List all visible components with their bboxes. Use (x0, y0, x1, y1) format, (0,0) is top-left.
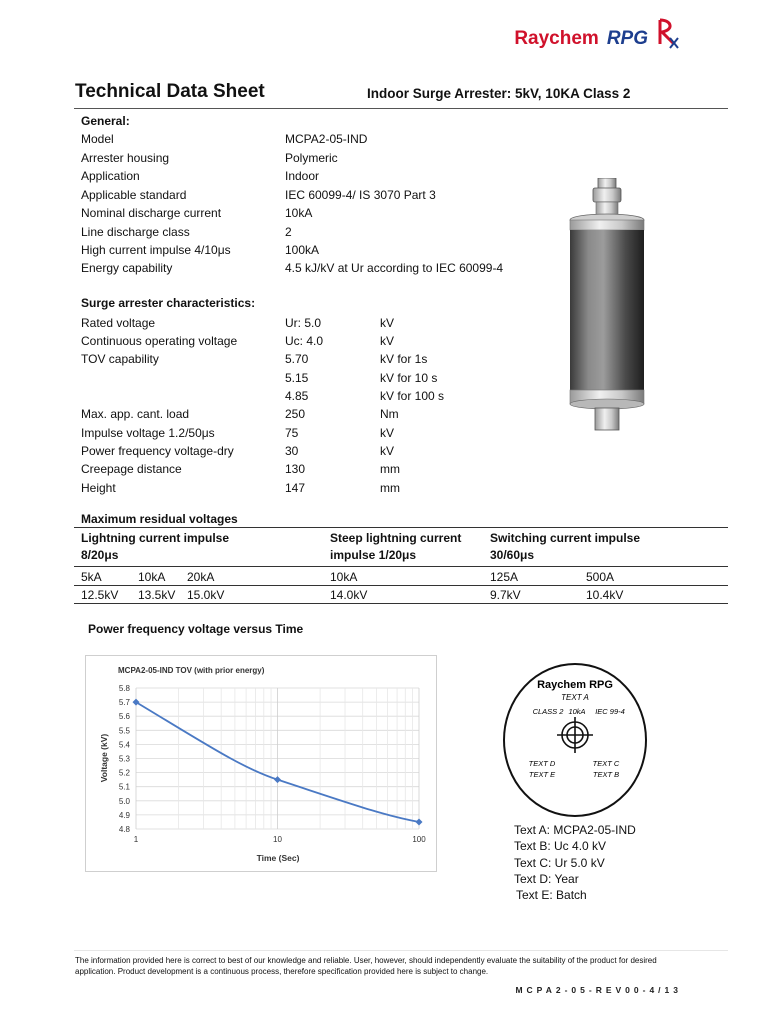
plate-brand: Raychem RPG (537, 679, 613, 691)
col-header-line: 30/60μs (490, 548, 535, 562)
y-tick-label: 5.5 (118, 726, 130, 736)
y-tick-label: 5.6 (118, 712, 130, 722)
characteristic-row (81, 370, 541, 386)
table-cell: 14.0kV (330, 588, 368, 602)
spec-label: Power frequency voltage-dry (81, 444, 234, 458)
general-row (81, 205, 541, 221)
spec-value: 30 (285, 444, 299, 458)
general-row (81, 168, 541, 184)
spec-label: Nominal discharge current (81, 206, 222, 220)
spec-value: 4.5 kJ/kV at Ur according to IEC 60099-4 (285, 261, 504, 275)
spec-label: Line discharge class (81, 224, 190, 239)
plate-text-c: TEXT C (592, 759, 620, 768)
legend-line: Text A: MCPA2-05-IND (514, 823, 636, 837)
spec-value: 250 (285, 407, 306, 421)
spec-label: Arrester housing (81, 150, 170, 165)
legend-line: Text B: Uc 4.0 kV (514, 839, 607, 854)
characteristics-heading: Surge arrester characteristics: (81, 296, 256, 310)
spec-unit: mm (380, 480, 400, 495)
general-row (81, 187, 541, 203)
col-header-line: 8/20μs (81, 548, 119, 562)
spec-value: Indoor (285, 169, 320, 183)
spec-label: Energy capability (81, 261, 173, 275)
table-cell: 10.4kV (586, 588, 624, 602)
plate-text-d: TEXT D (528, 759, 556, 768)
x-tick-label: 100 (412, 835, 426, 844)
col-header-lightning (81, 530, 229, 564)
characteristic-row (81, 461, 541, 477)
spec-label: Max. app. cant. load (81, 407, 190, 421)
table-header-rule (74, 566, 728, 567)
spec-label: High current impulse 4/10μs (81, 243, 231, 257)
col-header-line: Lightning current impulse (81, 531, 230, 545)
table-cell: 125A (490, 570, 519, 584)
marking-plate (500, 660, 650, 820)
spec-unit: kV (380, 444, 395, 458)
table-cell: 10kA (330, 570, 358, 584)
rpg-monogram-icon (654, 16, 684, 50)
spec-value: 75 (285, 425, 299, 440)
logo-raychem-text: Raychem (514, 28, 599, 49)
spec-unit: mm (380, 462, 400, 476)
y-tick-label: 5.3 (118, 754, 130, 764)
characteristic-row (81, 443, 541, 459)
spec-label: TOV capability (81, 352, 159, 366)
plate-text-a: TEXT A (561, 693, 589, 702)
spec-value: IEC 60099-4/ IS 3070 Part 3 (285, 187, 436, 202)
document-number: MCPA2-05-REV00-4/13 (515, 985, 682, 995)
page-title: Technical Data Sheet (75, 81, 265, 102)
spec-unit: kV (380, 316, 395, 330)
general-row (81, 242, 541, 258)
table-bottom-rule (74, 603, 728, 604)
y-tick-label: 5.1 (118, 782, 130, 792)
spec-label: Model (81, 132, 114, 146)
spec-label: Impulse voltage 1.2/50μs (81, 425, 215, 440)
plate-text-e: TEXT E (528, 770, 556, 779)
y-tick-label: 5.8 (118, 684, 130, 693)
table-cell: 5kA (81, 570, 102, 584)
title-divider (74, 108, 728, 109)
table-cell: 10kA (138, 570, 166, 584)
company-logo (514, 27, 648, 51)
chart-title: MCPA2-05-IND TOV (with prior energy) (118, 666, 265, 675)
spec-value: 130 (285, 462, 306, 476)
spec-value: 10kA (285, 206, 313, 220)
spec-label: Height (81, 480, 116, 495)
spec-label: Applicable standard (81, 187, 187, 202)
general-row (81, 260, 541, 276)
col-header-line: impulse 1/20μs (330, 548, 417, 562)
general-row (81, 224, 541, 240)
general-row (81, 131, 541, 147)
table-cell: 500A (586, 570, 615, 584)
legend-line: Text E: Batch (516, 888, 587, 903)
characteristic-row (81, 388, 541, 404)
y-tick-label: 5.0 (118, 796, 130, 806)
spec-unit: kV (380, 425, 395, 440)
x-tick-label: 10 (273, 835, 282, 844)
spec-value: Ur: 5.0 (285, 316, 322, 330)
tov-chart (85, 655, 437, 872)
characteristic-row (81, 480, 541, 496)
disclaimer: The information provided here is correct to best of our knowledge and reliable. User, however, should independently evaluate the suitability of the product for desired application. Product development is a continuous process, therefore specification provided here is subject to change. (75, 956, 657, 976)
spec-value: Uc: 4.0 (285, 334, 324, 348)
spec-label: Continuous operating voltage (81, 334, 238, 348)
table-cell: 20kA (187, 570, 215, 584)
spec-unit: kV for 1s (380, 352, 428, 366)
table-top-rule (74, 527, 728, 528)
col-header-steep (330, 530, 461, 564)
table-cell: 15.0kV (187, 588, 225, 602)
residual-heading: Maximum residual voltages (81, 512, 238, 526)
legend-line: Text D: Year (514, 871, 579, 886)
marking-legend (514, 822, 636, 903)
chart-section-title: Power frequency voltage versus Time (88, 622, 304, 636)
general-heading: General: (81, 114, 130, 128)
y-tick-label: 5.4 (118, 740, 130, 750)
spec-unit: Nm (380, 407, 399, 421)
x-axis-label: Time (Sec) (256, 853, 300, 863)
col-header-switching (490, 530, 640, 564)
spec-unit: kV for 100 s (380, 389, 445, 403)
spec-unit: kV (380, 334, 395, 348)
x-tick-label: 1 (133, 835, 139, 844)
y-axis-label: Voltage (kV) (99, 733, 109, 783)
spec-value: 5.70 (285, 352, 309, 366)
spec-value: 2 (285, 224, 292, 239)
spec-value: 4.85 (285, 389, 309, 403)
characteristic-row (81, 406, 541, 422)
plate-standard: IEC 99-4 (595, 707, 625, 716)
spec-value: MCPA2-05-IND (285, 132, 368, 146)
page-subtitle: Indoor Surge Arrester: 5kV, 10KA Class 2 (367, 86, 631, 101)
plate-class: CLASS 2 (532, 707, 564, 716)
spec-label: Rated voltage (81, 316, 156, 330)
footer-divider (74, 950, 728, 951)
col-header-line: Switching current impulse (490, 531, 641, 545)
y-tick-label: 5.7 (118, 698, 130, 708)
spec-value: 100kA (285, 243, 320, 257)
general-row (81, 150, 541, 166)
spec-value: 147 (285, 480, 306, 495)
characteristic-row (81, 315, 541, 331)
table-cell: 13.5kV (138, 588, 176, 602)
spec-value: Polymeric (285, 150, 338, 165)
characteristic-row (81, 351, 541, 367)
y-tick-label: 4.8 (118, 825, 130, 834)
spec-label: Application (81, 169, 140, 183)
spec-unit: kV for 10 s (380, 370, 438, 385)
logo-rpg-text: RPG (606, 28, 648, 49)
characteristic-row (81, 333, 541, 349)
table-cell: 12.5kV (81, 588, 119, 602)
legend-line: Text C: Ur 5.0 kV (514, 855, 605, 870)
table-row-rule (74, 585, 728, 586)
plate-current: 10kA (568, 707, 586, 716)
y-tick-label: 4.9 (118, 810, 130, 820)
y-tick-label: 5.2 (118, 768, 130, 778)
table-cell: 9.7kV (490, 588, 521, 602)
spec-value: 5.15 (285, 370, 309, 385)
spec-label: Creepage distance (81, 462, 182, 476)
col-header-line: Steep lightning current (330, 531, 462, 545)
surge-arrester-image (560, 178, 652, 433)
plate-text-b: TEXT B (592, 770, 620, 779)
characteristic-row (81, 425, 541, 441)
